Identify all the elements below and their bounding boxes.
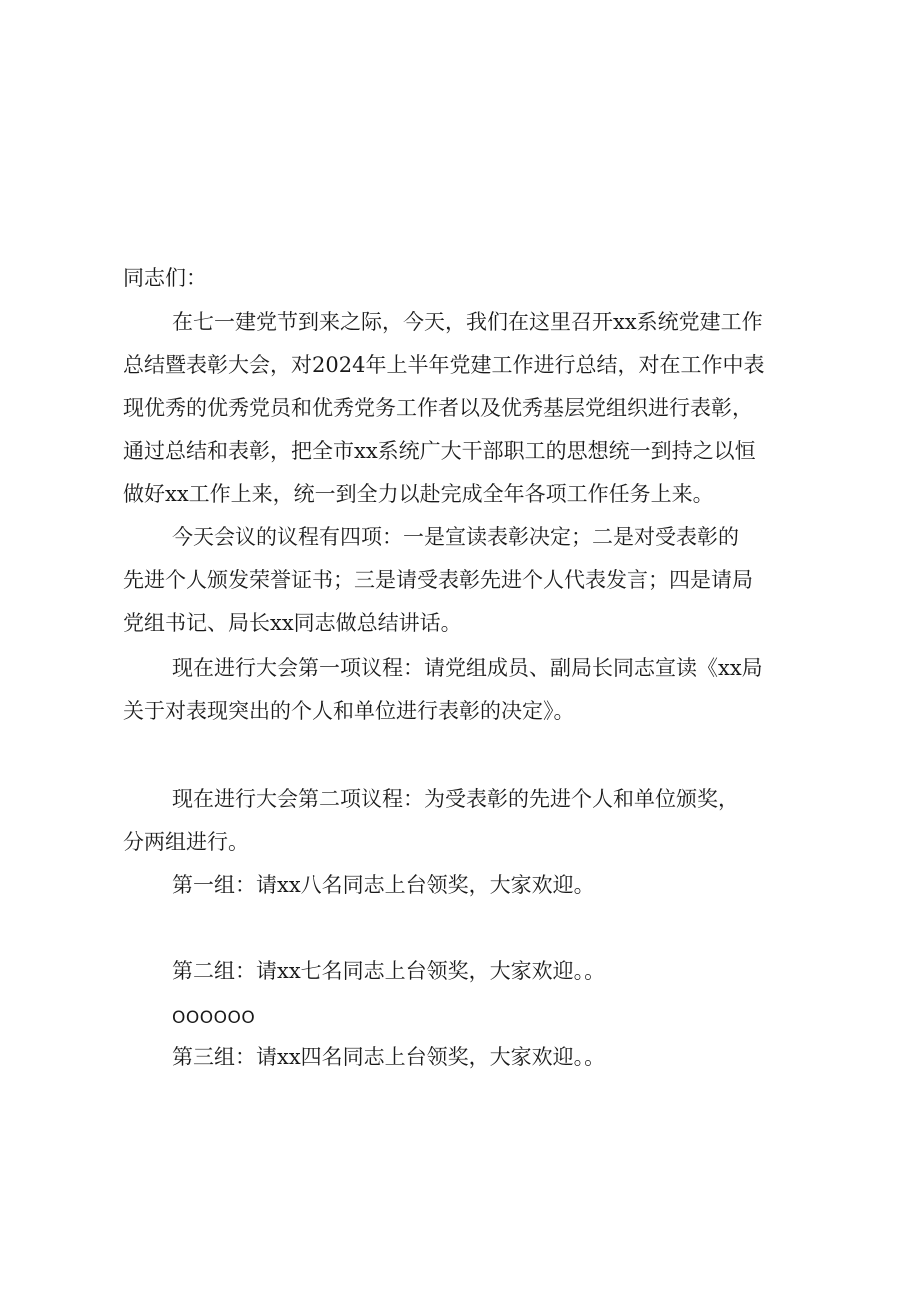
paragraph-1-line-3: 现优秀的优秀党员和优秀党务工作者以及优秀基层党组织进行表彰， [123,396,753,420]
paragraph-1-line-1: 在七一建党节到来之际，今天，我们在这里召开xx系统党建工作 [172,310,763,334]
paragraph-2-line-1: 今天会议的议程有四项：一是宣读表彰决定；二是对受表彰的 [172,525,739,549]
paragraph-3-line-1: 现在进行大会第一项议程：请党组成员、副局长同志宣读《xx局 [172,656,763,680]
group-3-line: 第三组：请xx四名同志上台领奖，大家欢迎。。 [172,1045,606,1069]
group-1-line: 第一组：请xx八名同志上台领奖，大家欢迎。 [172,873,595,897]
paragraph-2-line-2: 先进个人颁发荣誉证书；三是请受表彰先进个人代表发言；四是请局 [123,568,753,592]
placeholder-marker: OOOOOO [172,1008,256,1028]
paragraph-4-line-1: 现在进行大会第二项议程：为受表彰的先进个人和单位颁奖， [172,787,739,811]
paragraph-4-line-2: 分两组进行。 [123,830,249,854]
paragraph-3-line-2: 关于对表现突出的个人和单位进行表彰的决定》。 [123,699,575,723]
paragraph-1-line-4: 通过总结和表彰，把全市xx系统广大干部职工的思想统一到持之以恒 [123,439,756,463]
paragraph-1-line-5: 做好xx工作上来，统一到全力以赴完成全年各项工作任务上来。 [123,482,714,506]
group-2-line: 第二组：请xx七名同志上台领奖，大家欢迎。。 [172,959,606,983]
paragraph-2-line-3: 党组书记、局长xx同志做总结讲话。 [123,611,462,635]
salutation: 同志们： [123,266,207,290]
paragraph-1-line-2: 总结暨表彰大会，对2024年上半年党建工作进行总结，对在工作中表 [123,353,765,377]
